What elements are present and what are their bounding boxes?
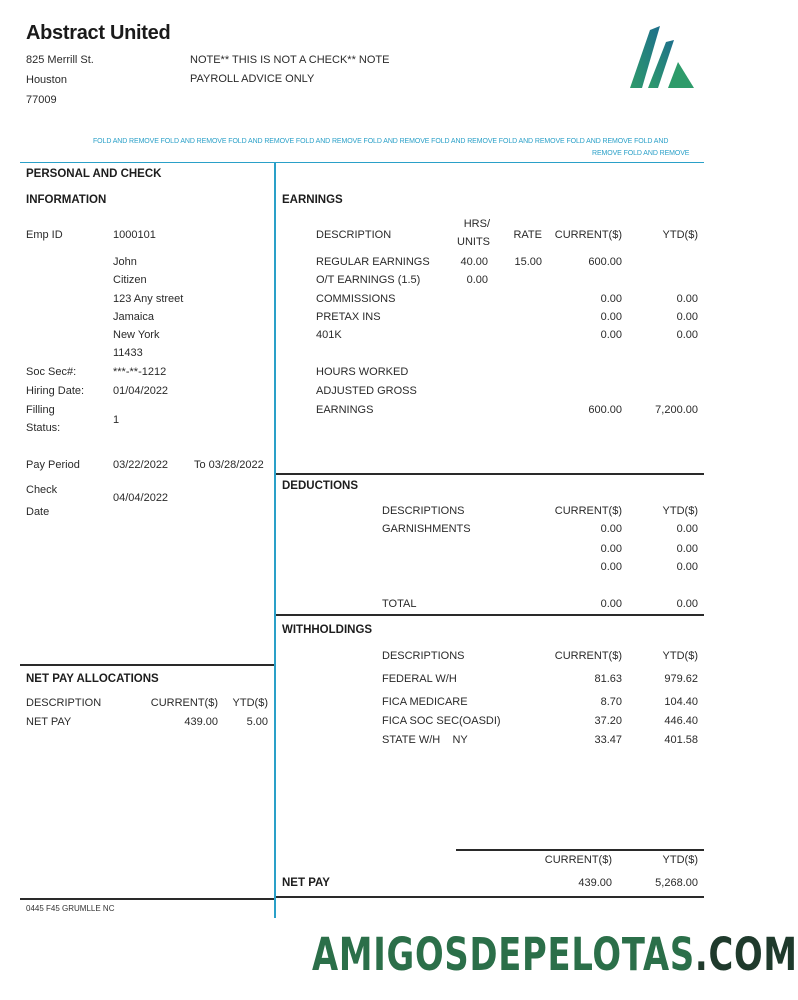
earnings-row-ytd: 0.00 <box>676 329 698 341</box>
deductions-total-ytd: 0.00 <box>676 598 698 610</box>
deductions-divider <box>276 473 704 475</box>
withholdings-row-desc: FICA SOC SEC(OASDI) <box>382 715 501 727</box>
withholdings-row-current: 8.70 <box>600 696 622 708</box>
employee-first-name: John <box>113 256 137 268</box>
fold-remove-text-2: REMOVE FOLD AND REMOVE <box>592 150 690 157</box>
company-address-city: Houston <box>26 74 67 86</box>
withholdings-row-current: 81.63 <box>594 673 622 685</box>
net-pay-alloc-row-ytd: 5.00 <box>246 716 268 728</box>
withholdings-row-ytd: 401.58 <box>664 734 698 746</box>
company-address-zip: 77009 <box>26 94 57 106</box>
gross-earnings-label: EARNINGS <box>316 404 374 416</box>
filing-status-value: 1 <box>113 414 120 426</box>
net-pay-ytd: 5,268.00 <box>655 877 698 889</box>
net-pay-col-ytd: YTD($) <box>662 854 698 866</box>
center-divider <box>274 162 276 918</box>
employee-city: Jamaica <box>113 311 154 323</box>
withholdings-divider <box>276 614 704 616</box>
personal-title-1: PERSONAL AND CHECK <box>26 168 162 180</box>
withholdings-title: WITHHOLDINGS <box>282 624 373 636</box>
adjusted-gross-label: ADJUSTED GROSS <box>316 385 417 397</box>
notice-line-2: PAYROLL ADVICE ONLY <box>190 73 315 85</box>
deductions-col-current: CURRENT($) <box>554 505 622 517</box>
net-pay-alloc-col-desc: DESCRIPTION <box>26 697 102 709</box>
deductions-col-desc: DESCRIPTIONS <box>382 505 465 517</box>
deductions-row-ytd: 0.00 <box>676 543 698 555</box>
earnings-row-current: 0.00 <box>600 329 622 341</box>
hiring-date-value: 01/04/2022 <box>113 385 169 397</box>
brand-domain: .COM <box>694 928 798 981</box>
deductions-row-ytd: 0.00 <box>676 523 698 535</box>
earnings-row-current: 0.00 <box>600 293 622 305</box>
withholdings-row-desc: FEDERAL W/H <box>382 673 457 685</box>
deductions-total-label: TOTAL <box>382 598 417 610</box>
withholdings-col-ytd: YTD($) <box>662 650 698 662</box>
deductions-row-desc: GARNISHMENTS <box>382 523 471 535</box>
deductions-row-current: 0.00 <box>600 561 622 573</box>
deductions-title: DEDUCTIONS <box>282 480 359 492</box>
brand-watermark <box>312 928 798 981</box>
check-date-value: 04/04/2022 <box>113 492 169 504</box>
ssn-label: Soc Sec#: <box>26 366 77 378</box>
hours-worked-label: HOURS WORKED <box>316 366 409 378</box>
earnings-row-hrs: 0.00 <box>466 274 488 286</box>
gross-earnings-ytd: 7,200.00 <box>655 404 698 416</box>
company-logo <box>628 22 696 90</box>
pay-period-label: Pay Period <box>26 459 80 471</box>
withholdings-row-desc: STATE W/H NY <box>382 734 468 746</box>
earnings-row-hrs: 40.00 <box>460 256 488 268</box>
net-pay-current: 439.00 <box>578 877 612 889</box>
hiring-date-label: Hiring Date: <box>26 385 85 397</box>
net-pay-bottom-divider <box>276 896 704 898</box>
check-date-label-2: Date <box>26 506 50 518</box>
brand-name: AMIGOSDEPELOTAS <box>312 928 695 981</box>
filing-status-label-1: Filling <box>26 404 55 416</box>
company-name: Abstract United <box>26 22 171 44</box>
net-pay-top-divider <box>456 849 704 851</box>
earnings-row-desc: O/T EARNINGS (1.5) <box>316 274 421 286</box>
deductions-col-ytd: YTD($) <box>662 505 698 517</box>
withholdings-row-current: 33.47 <box>594 734 622 746</box>
notice-line-1: NOTE** THIS IS NOT A CHECK** NOTE <box>190 54 390 66</box>
earnings-col-ytd: YTD($) <box>662 229 698 241</box>
pay-period-end: To 03/28/2022 <box>194 459 264 471</box>
deductions-row-ytd: 0.00 <box>676 561 698 573</box>
personal-title-2: INFORMATION <box>26 194 107 206</box>
earnings-row-ytd: 0.00 <box>676 293 698 305</box>
pay-period-start: 03/22/2022 <box>113 459 169 471</box>
gross-earnings-current: 600.00 <box>588 404 622 416</box>
deductions-row-current: 0.00 <box>600 543 622 555</box>
earnings-row-ytd: 0.00 <box>676 311 698 323</box>
employee-state: New York <box>113 329 160 341</box>
earnings-col-rate: RATE <box>513 229 542 241</box>
earnings-col-hrs-2: UNITS <box>457 236 490 248</box>
deductions-row-current: 0.00 <box>600 523 622 535</box>
withholdings-row-ytd: 979.62 <box>664 673 698 685</box>
net-pay-alloc-divider <box>20 664 274 666</box>
earnings-col-desc: DESCRIPTION <box>316 229 392 241</box>
filing-status-label-2: Status: <box>26 422 61 434</box>
employee-last-name: Citizen <box>113 274 147 286</box>
net-pay-alloc-row-current: 439.00 <box>184 716 218 728</box>
company-address-street: 825 Merrill St. <box>26 54 94 66</box>
withholdings-col-desc: DESCRIPTIONS <box>382 650 465 662</box>
withholdings-row-ytd: 104.40 <box>664 696 698 708</box>
net-pay-alloc-col-current: CURRENT($) <box>150 697 218 709</box>
ssn-value: ***-**-1212 <box>113 366 167 378</box>
emp-id-label: Emp ID <box>26 229 63 241</box>
footer-address: 0445 F45 GRUMLLE NC <box>26 904 115 913</box>
net-pay-title: NET PAY <box>282 877 330 889</box>
earnings-row-desc: COMMISSIONS <box>316 293 396 305</box>
employee-street: 123 Any street <box>113 293 184 305</box>
check-date-label-1: Check <box>26 484 58 496</box>
earnings-col-hrs-1: HRS/ <box>463 218 490 230</box>
left-bottom-divider <box>20 898 274 900</box>
earnings-row-desc: REGULAR EARNINGS <box>316 256 430 268</box>
net-pay-alloc-col-ytd: YTD($) <box>232 697 268 709</box>
net-pay-alloc-title: NET PAY ALLOCATIONS <box>26 673 159 685</box>
earnings-row-current: 600.00 <box>588 256 622 268</box>
emp-id-value: 1000101 <box>113 229 156 241</box>
withholdings-row-current: 37.20 <box>594 715 622 727</box>
net-pay-alloc-row-desc: NET PAY <box>26 716 72 728</box>
earnings-row-desc: 401K <box>316 329 342 341</box>
employee-zip: 11433 <box>113 347 143 359</box>
deductions-total-current: 0.00 <box>600 598 622 610</box>
withholdings-col-current: CURRENT($) <box>554 650 622 662</box>
earnings-row-current: 0.00 <box>600 311 622 323</box>
earnings-row-desc: PRETAX INS <box>316 311 381 323</box>
earnings-row-rate: 15.00 <box>514 256 542 268</box>
net-pay-col-current: CURRENT($) <box>544 854 612 866</box>
fold-remove-text-1: FOLD AND REMOVE FOLD AND REMOVE FOLD AND REMOVE FOLD AND REMOVE FOLD AND REMOVE FOLD AND REMOVE FOLD AND REMOVE FOLD AND REMOVE FOLD AND <box>93 138 669 145</box>
top-divider <box>20 162 704 163</box>
withholdings-row-desc: FICA MEDICARE <box>382 696 468 708</box>
withholdings-row-ytd: 446.40 <box>664 715 698 727</box>
earnings-title: EARNINGS <box>282 194 343 206</box>
earnings-col-current: CURRENT($) <box>554 229 622 241</box>
